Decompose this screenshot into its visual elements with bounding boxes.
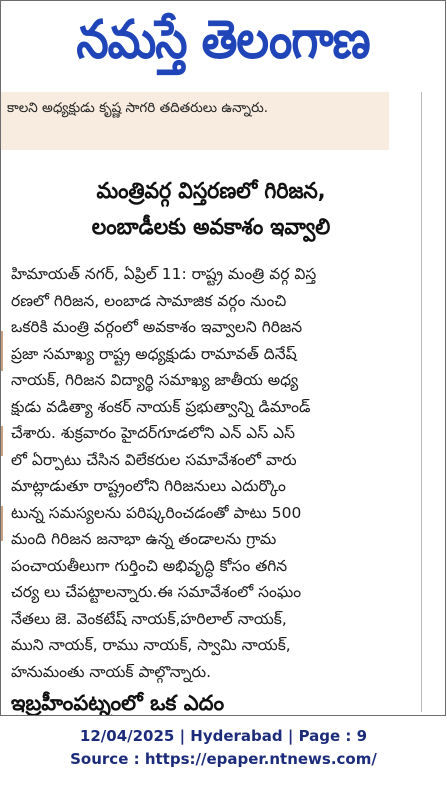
body-line: నేతలు జె. వెంకటేష్ నాయక్,హరిలాల్ నాయక్, bbox=[11, 609, 287, 628]
footer-source: Source : https://epaper.ntnews.com/ bbox=[70, 750, 377, 768]
body-line: టున్న సమస్యలను పరిష్కరించడంతో పాటు 500 bbox=[11, 503, 302, 522]
masthead bbox=[1, 1, 445, 91]
article-body bbox=[11, 261, 411, 685]
body-line: మాట్లాడుతూ రాష్ట్రంలోని గిరిజనులు ఎదుర్కొం bbox=[11, 477, 286, 495]
body-line: రణలో గిరిజన, లంబాడ సామాజిక వర్గం నుంచి bbox=[11, 291, 287, 310]
left-margin-mark bbox=[1, 506, 3, 541]
next-article-headline-cut bbox=[11, 691, 371, 716]
left-margin-mark bbox=[1, 331, 3, 371]
article-headline bbox=[1, 174, 421, 246]
body-line: ముని నాయక్, రాము నాయక్, స్వామి నాయక్, bbox=[11, 636, 291, 654]
body-line: క్షుడు వడిత్యా శంకర్ నాయక్ ప్రభుత్వాన్ని డిమాండ్ bbox=[11, 397, 311, 416]
body-line: హనుమంతు నాయక్ పాల్గొన్నారు. bbox=[11, 662, 212, 681]
body-line: ఒకరికి మంత్రి వర్గంలో అవకాశం ఇవ్వాలని గిరిజన bbox=[11, 318, 303, 336]
footer-meta: 12/04/2025 | Hyderabad | Page : 9 bbox=[79, 727, 368, 745]
body-line: పంచాయతీలుగా గుర్తించి అభివృద్ధి కోసం తగిన bbox=[11, 556, 288, 575]
clipping-footer bbox=[0, 725, 447, 771]
body-line: చర్య లు చేపట్టాలన్నారు.ఈ సమావేశంలో సంఘం bbox=[11, 583, 302, 601]
body-line: చేశారు. శుక్రవారం హైదర్‌గూడలోని ఎన్ ఎస్ ఎస్ bbox=[11, 424, 295, 442]
body-line: హిమాయత్ నగర్, ఏప్రిల్ 11: రాష్ట్ర మంత్రి వర్గ విస్త bbox=[11, 265, 317, 283]
headline-line: మంత్రివర్గ విస్తరణలో గిరిజన, bbox=[96, 179, 326, 204]
left-margin-mark bbox=[1, 426, 3, 456]
body-line: నాయక్, గిరిజన విద్యార్థి సమాఖ్య జాతీయ అధ్య bbox=[11, 371, 299, 389]
body-line: మంది గిరిజన జనాభా ఉన్న తండాలను గ్రామ bbox=[11, 530, 277, 548]
next-article-headline: ఇబ్రహీంపట్నంలో ఒక ఎదం bbox=[11, 691, 225, 715]
body-line: ప్రజా సమాఖ్య రాష్ట్ర అధ్యక్షుడు రామావత్ దినేష్ bbox=[11, 344, 297, 363]
column-divider bbox=[421, 92, 422, 712]
body-line: లో ఏర్పాటు చేసిన విలేకరుల సమావేశంలో వారు bbox=[11, 450, 297, 469]
masthead-title: నమస్తే తెలంగాణ bbox=[76, 8, 370, 71]
previous-article-strip bbox=[1, 92, 389, 150]
previous-article-text: కాలని అధ్యక్షుడు కృష్ణ సాగరి తదితరులు ఉన్నారు. bbox=[7, 100, 269, 116]
headline-line: లంబాడీలకు అవకాశం ఇవ్వాలి bbox=[91, 215, 331, 240]
